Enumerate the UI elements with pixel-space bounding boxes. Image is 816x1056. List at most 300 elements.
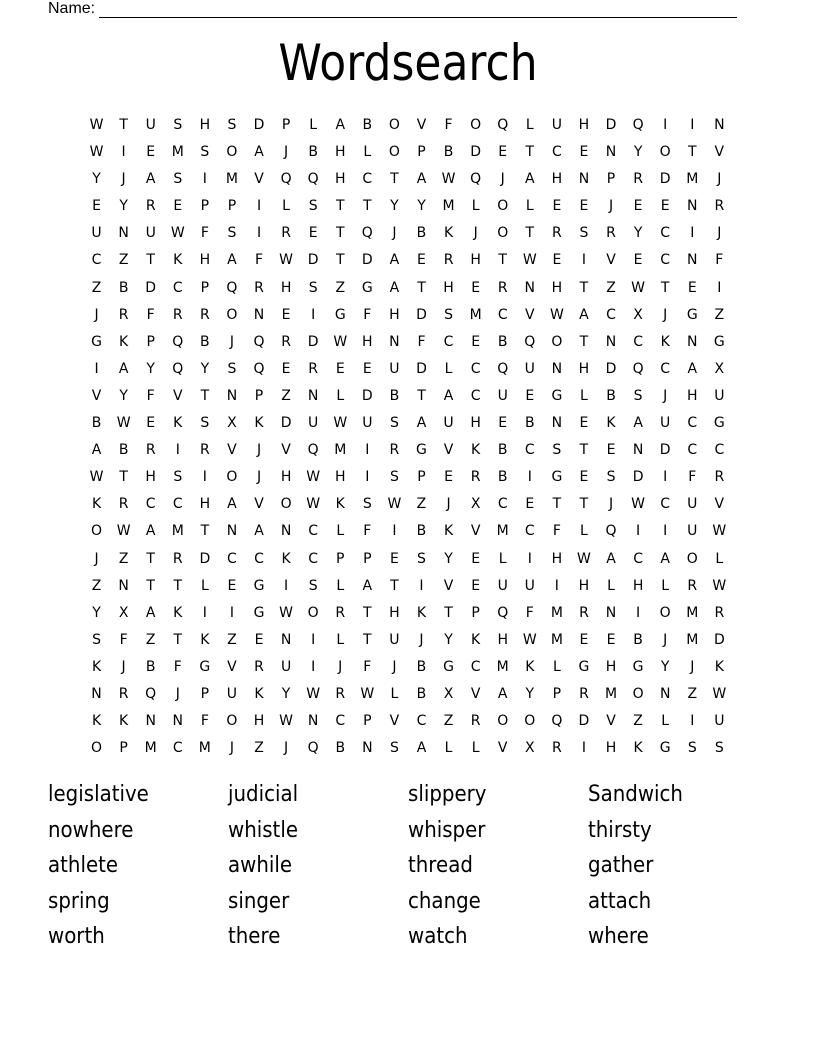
grid-cell: J bbox=[663, 306, 668, 323]
word-list-item: nowhere bbox=[48, 817, 134, 843]
grid-cell: M bbox=[198, 740, 211, 757]
grid-cell: H bbox=[280, 469, 292, 486]
grid-cell: U bbox=[714, 713, 725, 730]
grid-cell: K bbox=[443, 225, 454, 242]
grid-cell: A bbox=[389, 252, 400, 269]
grid-cell: L bbox=[471, 740, 480, 757]
grid-cell: W bbox=[441, 171, 456, 188]
grid-cell: B bbox=[416, 685, 427, 702]
grid-cell: X bbox=[443, 685, 454, 702]
grid-cell: F bbox=[417, 333, 426, 350]
grid-cell: X bbox=[633, 306, 643, 323]
grid-cell: B bbox=[524, 415, 535, 432]
grid-cell: H bbox=[578, 117, 590, 133]
grid-cell: Q bbox=[307, 442, 319, 459]
grid-cell: C bbox=[660, 225, 671, 242]
grid-cell: E bbox=[687, 279, 697, 296]
grid-cell: V bbox=[470, 685, 481, 702]
grid-cell: Z bbox=[633, 713, 643, 730]
grid-cell: H bbox=[497, 631, 508, 648]
grid-cell: B bbox=[416, 523, 427, 540]
grid-cell: U bbox=[714, 387, 725, 404]
grid-cell: R bbox=[254, 658, 264, 675]
grid-cell: T bbox=[579, 496, 589, 513]
word-list-item: whistle bbox=[228, 817, 299, 843]
grid-cell: G bbox=[686, 306, 698, 323]
grid-cell: C bbox=[633, 333, 643, 350]
grid-cell: M bbox=[604, 685, 618, 702]
grid-cell: J bbox=[419, 631, 424, 648]
grid-cell: R bbox=[199, 442, 210, 459]
grid-cell: K bbox=[91, 713, 102, 730]
grid-cell: O bbox=[226, 713, 238, 730]
grid-cell: K bbox=[173, 604, 183, 621]
grid-cell: S bbox=[308, 198, 318, 215]
grid-cell: O bbox=[524, 713, 536, 730]
grid-row bbox=[83, 195, 733, 222]
grid-cell: B bbox=[497, 442, 508, 459]
grid-cell: J bbox=[284, 740, 289, 757]
grid-cell: S bbox=[687, 740, 697, 757]
grid-cell: N bbox=[172, 713, 184, 730]
grid-cell: O bbox=[280, 496, 292, 513]
grid-cell: N bbox=[226, 387, 238, 404]
grid-cell: Z bbox=[606, 279, 616, 296]
grid-cell: U bbox=[660, 415, 671, 432]
grid-cell: I bbox=[311, 658, 316, 675]
grid-cell: X bbox=[524, 740, 535, 757]
grid-cell: L bbox=[363, 144, 372, 161]
grid-cell: W bbox=[522, 631, 537, 648]
grid-cell: P bbox=[363, 550, 372, 567]
grid-cell: D bbox=[659, 171, 671, 188]
grid-cell: T bbox=[146, 577, 155, 594]
grid-cell: J bbox=[500, 171, 505, 188]
word-list-item: change bbox=[408, 888, 481, 914]
grid-cell: S bbox=[173, 117, 183, 133]
grid-cell: N bbox=[91, 685, 102, 702]
grid-cell: F bbox=[552, 523, 561, 540]
grid-cell: V bbox=[525, 306, 535, 323]
grid-cell: S bbox=[308, 279, 318, 296]
grid-cell: R bbox=[118, 496, 129, 513]
grid-cell: E bbox=[227, 577, 237, 594]
grid-cell: F bbox=[363, 658, 372, 675]
grid-cell: J bbox=[608, 496, 614, 513]
grid-row bbox=[83, 466, 733, 493]
grid-cell: Z bbox=[118, 550, 129, 567]
grid-cell: N bbox=[551, 360, 563, 377]
grid-cell: J bbox=[392, 658, 397, 675]
grid-cell: P bbox=[254, 387, 264, 404]
grid-cell: F bbox=[200, 713, 209, 730]
grid-cell: F bbox=[173, 658, 182, 675]
grid-cell: B bbox=[497, 333, 508, 350]
grid-cell: I bbox=[202, 171, 207, 188]
grid-cell: K bbox=[91, 658, 102, 675]
grid-cell: R bbox=[254, 279, 264, 296]
grid-cell: G bbox=[551, 469, 563, 486]
grid-cell: I bbox=[527, 550, 532, 567]
grid-cell: J bbox=[229, 333, 234, 350]
grid-cell: Z bbox=[118, 252, 129, 269]
word-list-item: legislative bbox=[48, 782, 149, 807]
grid-cell: D bbox=[659, 442, 671, 459]
grid-cell: Q bbox=[307, 740, 319, 757]
grid-cell: I bbox=[365, 469, 370, 486]
grid-cell: T bbox=[363, 631, 372, 648]
grid-cell: P bbox=[227, 198, 237, 215]
grid-cell: B bbox=[633, 631, 643, 648]
grid-cell: Z bbox=[443, 713, 454, 730]
grid-cell: E bbox=[146, 415, 156, 432]
grid-cell: A bbox=[660, 550, 670, 567]
grid-cell: H bbox=[145, 469, 156, 486]
grid-cell: A bbox=[145, 171, 156, 188]
grid-cell: T bbox=[335, 198, 345, 215]
grid-cell: O bbox=[226, 469, 238, 486]
grid-cell: G bbox=[443, 658, 454, 675]
grid-cell: L bbox=[336, 631, 345, 648]
grid-cell: I bbox=[284, 577, 289, 594]
grid-cell: I bbox=[419, 577, 424, 594]
grid-cell: R bbox=[335, 604, 346, 621]
grid-cell: E bbox=[579, 469, 589, 486]
grid-cell: S bbox=[714, 740, 724, 757]
grid-cell: J bbox=[608, 198, 614, 215]
grid-cell: D bbox=[632, 469, 644, 486]
grid-cell: H bbox=[199, 496, 211, 513]
grid-cell: Z bbox=[254, 740, 264, 757]
grid-cell: B bbox=[145, 658, 156, 675]
grid-cell: X bbox=[714, 360, 725, 377]
grid-row bbox=[83, 575, 733, 602]
grid-cell: K bbox=[471, 442, 481, 459]
word-list-item: whisper bbox=[408, 817, 486, 843]
grid-cell: F bbox=[688, 469, 697, 486]
grid-cell: E bbox=[146, 144, 156, 161]
grid-cell: K bbox=[173, 415, 183, 432]
grid-cell: R bbox=[606, 225, 616, 242]
grid-cell: B bbox=[443, 144, 454, 161]
grid-cell: T bbox=[200, 387, 210, 404]
grid-cell: V bbox=[443, 442, 454, 459]
grid-cell: I bbox=[581, 252, 587, 269]
grid-cell: T bbox=[119, 469, 128, 486]
grid-cell: Z bbox=[91, 577, 102, 594]
grid-cell: S bbox=[362, 496, 372, 513]
word-list-item: where bbox=[588, 924, 649, 950]
grid-cell: A bbox=[606, 550, 616, 567]
grid-row bbox=[83, 331, 733, 358]
grid-cell: E bbox=[471, 279, 481, 296]
grid-cell: R bbox=[199, 306, 210, 323]
grid-cell: K bbox=[173, 252, 183, 269]
grid-cell: Q bbox=[253, 360, 265, 377]
grid-cell: O bbox=[551, 333, 563, 350]
grid-cell: Z bbox=[714, 306, 725, 323]
grid-row bbox=[83, 222, 733, 249]
grid-cell: I bbox=[175, 442, 180, 459]
grid-cell: W bbox=[279, 713, 293, 730]
grid-cell: N bbox=[659, 685, 671, 702]
grid-cell: D bbox=[253, 117, 265, 133]
word-list bbox=[48, 778, 788, 956]
grid-cell: R bbox=[552, 225, 562, 242]
grid-cell: J bbox=[229, 740, 234, 757]
grid-cell: W bbox=[279, 604, 293, 621]
grid-cell: L bbox=[444, 740, 453, 757]
grid-cell: N bbox=[307, 713, 319, 730]
word-list-item: awhile bbox=[228, 853, 293, 879]
grid-cell: B bbox=[118, 442, 129, 459]
grid-cell: N bbox=[605, 333, 617, 350]
grid-cell: V bbox=[497, 740, 508, 757]
grid-cell: U bbox=[687, 496, 698, 513]
grid-cell: M bbox=[171, 523, 184, 540]
name-blank-line bbox=[99, 2, 737, 18]
grid-cell: U bbox=[497, 577, 508, 594]
grid-cell: A bbox=[362, 577, 373, 594]
grid-cell: K bbox=[416, 604, 427, 621]
grid-cell: G bbox=[253, 604, 265, 621]
grid-cell: T bbox=[173, 577, 183, 594]
grid-cell: G bbox=[199, 658, 211, 675]
grid-cell: H bbox=[199, 252, 211, 269]
grid-cell: T bbox=[119, 117, 128, 133]
word-list-item: watch bbox=[408, 924, 468, 950]
grid-cell: L bbox=[200, 577, 209, 594]
grid-cell: Q bbox=[361, 225, 373, 242]
grid-row bbox=[83, 548, 733, 575]
grid-cell: R bbox=[714, 198, 725, 215]
grid-cell: O bbox=[632, 685, 644, 702]
grid-cell: J bbox=[446, 496, 451, 513]
grid-cell: A bbox=[389, 279, 400, 296]
grid-cell: H bbox=[280, 279, 292, 296]
grid-cell: S bbox=[606, 469, 616, 486]
grid-cell: R bbox=[470, 469, 481, 486]
grid-cell: K bbox=[443, 523, 454, 540]
grid-cell: T bbox=[444, 604, 453, 621]
grid-cell: O bbox=[497, 713, 509, 730]
grid-cell: B bbox=[416, 225, 427, 242]
grid-cell: J bbox=[690, 658, 695, 675]
grid-cell: O bbox=[497, 225, 509, 242]
grid-cell: Y bbox=[281, 685, 291, 702]
grid-cell: N bbox=[145, 713, 156, 730]
grid-cell: V bbox=[172, 387, 183, 404]
grid-cell: K bbox=[660, 333, 670, 350]
grid-cell: V bbox=[714, 496, 725, 513]
grid-cell: T bbox=[660, 279, 670, 296]
grid-cell: H bbox=[253, 713, 265, 730]
grid-cell: C bbox=[606, 306, 616, 323]
grid-cell: L bbox=[336, 577, 345, 594]
grid-cell: E bbox=[335, 360, 345, 377]
grid-cell: H bbox=[605, 740, 617, 757]
grid-cell: M bbox=[334, 442, 347, 459]
grid-cell: U bbox=[280, 658, 292, 675]
grid-cell: C bbox=[308, 550, 319, 567]
grid-cell: S bbox=[444, 306, 453, 323]
grid-cell: N bbox=[524, 279, 536, 296]
grid-cell: A bbox=[118, 360, 129, 377]
grid-cell: O bbox=[226, 306, 238, 323]
grid-cell: Y bbox=[390, 198, 399, 215]
grid-cell: F bbox=[363, 523, 372, 540]
grid-row bbox=[83, 168, 733, 195]
grid-cell: T bbox=[335, 252, 345, 269]
grid-cell: A bbox=[254, 144, 264, 161]
grid-row bbox=[83, 737, 733, 764]
grid-row bbox=[83, 385, 733, 412]
grid-cell: V bbox=[443, 577, 454, 594]
grid-cell: C bbox=[172, 496, 183, 513]
grid-cell: C bbox=[362, 171, 373, 188]
grid-cell: T bbox=[390, 577, 399, 594]
grid-cell: G bbox=[253, 577, 265, 594]
grid-cell: Y bbox=[525, 685, 535, 702]
word-list-item: gather bbox=[588, 853, 654, 879]
grid-cell: A bbox=[145, 523, 156, 540]
grid-cell: U bbox=[308, 415, 319, 432]
grid-cell: H bbox=[605, 658, 617, 675]
grid-row bbox=[83, 710, 733, 737]
grid-cell: B bbox=[200, 333, 210, 350]
grid-cell: Q bbox=[280, 171, 292, 188]
grid-cell: G bbox=[713, 415, 725, 432]
grid-cell: Q bbox=[172, 360, 184, 377]
grid-cell: J bbox=[663, 387, 668, 404]
grid-cell: V bbox=[389, 713, 400, 730]
grid-cell: W bbox=[549, 306, 564, 323]
grid-cell: P bbox=[417, 144, 426, 161]
grid-cell: R bbox=[281, 333, 291, 350]
grid-cell: Q bbox=[145, 685, 157, 702]
grid-cell: T bbox=[525, 144, 535, 161]
grid-cell: H bbox=[578, 577, 590, 594]
grid-cell: P bbox=[336, 550, 345, 567]
grid-cell: W bbox=[170, 225, 185, 242]
grid-cell: T bbox=[363, 198, 372, 215]
grid-cell: C bbox=[524, 442, 535, 459]
grid-cell: Q bbox=[307, 171, 319, 188]
grid-cell: A bbox=[416, 171, 427, 188]
grid-cell: C bbox=[633, 550, 643, 567]
grid-cell: T bbox=[146, 550, 155, 567]
grid-row bbox=[83, 141, 733, 168]
grid-cell: M bbox=[550, 631, 563, 648]
grid-cell: W bbox=[712, 577, 727, 594]
grid-cell: N bbox=[389, 333, 400, 350]
grid-cell: L bbox=[471, 198, 480, 215]
grid-cell: E bbox=[579, 144, 589, 161]
grid-cell: U bbox=[551, 117, 562, 133]
grid-cell: I bbox=[256, 198, 262, 215]
grid-cell: T bbox=[687, 144, 697, 161]
grid-cell: O bbox=[307, 604, 319, 621]
grid-row bbox=[83, 439, 733, 466]
grid-cell: M bbox=[225, 171, 238, 188]
grid-cell: D bbox=[578, 713, 590, 730]
grid-cell: D bbox=[361, 387, 373, 404]
grid-cell: W bbox=[360, 685, 375, 702]
grid-cell: L bbox=[525, 117, 534, 133]
grid-cell: D bbox=[713, 631, 725, 648]
grid-cell: W bbox=[712, 523, 727, 540]
grid-cell: E bbox=[579, 415, 589, 432]
grid-cell: C bbox=[660, 360, 671, 377]
grid-cell: R bbox=[470, 713, 481, 730]
grid-cell: G bbox=[632, 658, 644, 675]
grid-cell: R bbox=[497, 279, 508, 296]
grid-cell: L bbox=[552, 658, 561, 675]
grid-cell: R bbox=[281, 225, 291, 242]
grid-cell: E bbox=[633, 198, 643, 215]
word-list-item: thirsty bbox=[588, 817, 652, 843]
grid-cell: U bbox=[226, 685, 238, 702]
grid-cell: Z bbox=[227, 631, 237, 648]
grid-cell: C bbox=[470, 360, 481, 377]
grid-cell: T bbox=[552, 496, 562, 513]
grid-cell: W bbox=[279, 252, 293, 269]
grid-cell: Q bbox=[632, 117, 644, 133]
grid-cell: A bbox=[335, 117, 346, 133]
grid-cell: P bbox=[417, 469, 426, 486]
grid-cell: F bbox=[525, 604, 534, 621]
grid-cell: W bbox=[306, 685, 321, 702]
grid-cell: P bbox=[119, 740, 128, 757]
grid-cell: C bbox=[443, 333, 454, 350]
grid-cell: G bbox=[91, 333, 102, 350]
grid-cell: E bbox=[389, 550, 399, 567]
grid-cell: K bbox=[471, 631, 481, 648]
grid-cell: A bbox=[145, 604, 156, 621]
grid-cell: H bbox=[334, 469, 346, 486]
grid-cell: J bbox=[392, 225, 397, 242]
grid-cell: E bbox=[498, 144, 508, 161]
grid-cell: U bbox=[91, 225, 102, 242]
grid-row bbox=[83, 493, 733, 520]
grid-cell: H bbox=[551, 550, 563, 567]
grid-cell: I bbox=[311, 306, 316, 323]
grid-row bbox=[83, 412, 733, 439]
grid-cell: E bbox=[417, 252, 426, 269]
grid-cell: B bbox=[362, 117, 373, 133]
grid-cell: R bbox=[145, 442, 156, 459]
grid-cell: B bbox=[118, 279, 129, 296]
grid-cell: V bbox=[606, 713, 616, 730]
grid-cell: W bbox=[712, 685, 727, 702]
grid-cell: K bbox=[254, 685, 264, 702]
grid-row bbox=[83, 277, 733, 304]
grid-cell: D bbox=[361, 252, 373, 269]
grid-cell: U bbox=[443, 415, 454, 432]
grid-cell: I bbox=[256, 225, 262, 242]
grid-cell: T bbox=[417, 387, 426, 404]
grid-cell: K bbox=[254, 415, 264, 432]
grid-cell: G bbox=[578, 658, 590, 675]
grid-cell: I bbox=[202, 604, 207, 621]
grid-cell: M bbox=[686, 631, 699, 648]
grid-cell: C bbox=[660, 496, 671, 513]
grid-cell: G bbox=[659, 740, 671, 757]
grid-cell: T bbox=[498, 252, 507, 269]
grid-cell: T bbox=[390, 171, 399, 188]
grid-cell: T bbox=[173, 631, 183, 648]
grid-cell: E bbox=[444, 469, 453, 486]
